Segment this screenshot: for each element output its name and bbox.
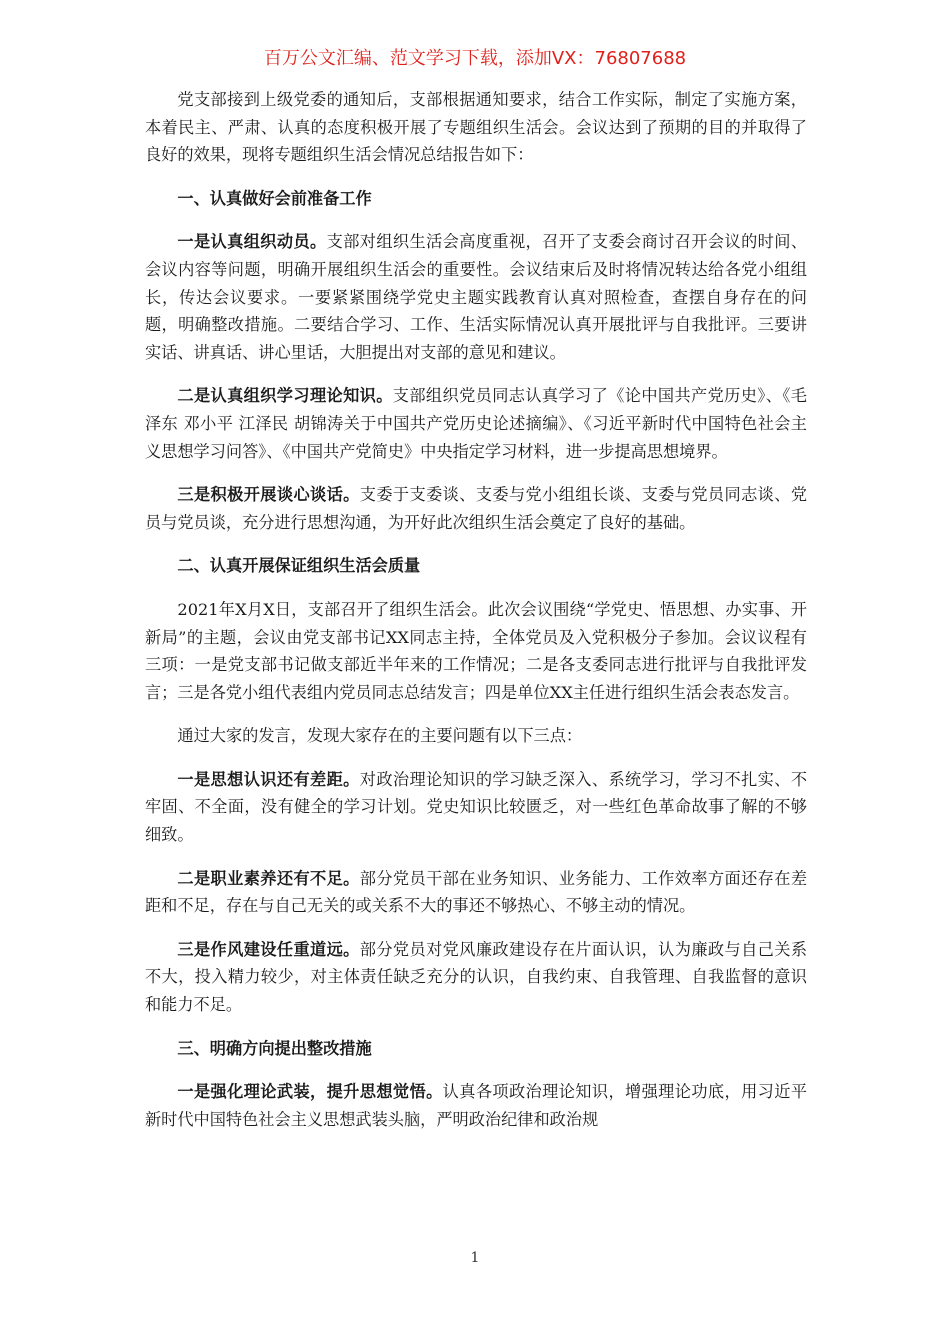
item-text: 部分党员对党风廉政建设存在片面认识，认为廉政与自己关系不大，投入精力较少，对主体责任缺乏充分的认识，自我约束、自我管理、自我监督的意识和能力不足。 xyxy=(145,939,808,1015)
item-text: 支部组织党员同志认真学习了《论中国共产党历史》、《毛泽东 邓小平 江泽民 胡锦涛关于中国共产党历史论述摘编》、《习近平新时代中国特色社会主义思想学习问答》、《中国共产党简史》中央指定学习材料，进一步提高思想境界。 xyxy=(145,386,807,461)
intro-paragraph: 党支部接到上级党委的通知后，支部根据通知要求，结合工作实际，制定了实施方案，本着民主、严肃、认真的态度积极开展了专题组织生活会。会议达到了预期的目的并取得了良好的效果，现将专题组织生活会情况总结报告如下： xyxy=(145,90,807,165)
section-2-paragraph-2: 通过大家的发言，发现大家存在的主要问题有以下三点： xyxy=(177,726,583,746)
item-lead: 一是认真组织动员。 xyxy=(177,232,327,252)
section-2-item-2 xyxy=(145,865,807,920)
section-2-item-1 xyxy=(145,766,807,849)
item-text: 支委于支委谈、支委与党小组组长谈、支委与党员同志谈、党员与党员谈，充分进行思想沟通，为开好此次组织生活会奠定了良好的基础。 xyxy=(145,485,808,532)
section-1-item-3 xyxy=(145,481,807,536)
section-2-heading: 二、认真开展保证组织生活会质量 xyxy=(177,556,421,576)
section-3-item-1 xyxy=(145,1078,807,1133)
item-lead: 二是职业素养还有不足。 xyxy=(177,868,360,888)
section-1-heading: 一、认真做好会前准备工作 xyxy=(177,188,372,208)
item-text: 部分党员干部在业务知识、业务能力、工作效率方面还存在差距和不足，存在与自己无关的或关系不大的事还不够热心、不够主动的情况。 xyxy=(145,868,808,916)
section-3-heading: 三、明确方向提出整改措施 xyxy=(177,1038,372,1058)
item-text: 支部对组织生活会高度重视，召开了支委会商讨召开会议的时间、会议内容等问题，明确开展组织生活会的重要性。会议结束后及时将情况转达给各党小组组长，传达会议要求。一要紧紧围绕学党史主题实践教育认真对照检查，查摆自身存在的问题，明确整改措施。二要结合学习、工作、生活实际情况认真开展批评与自我批评。三要讲实话、讲真话、讲心里话，大胆提出对支部的意见和建议。 xyxy=(145,232,808,362)
watermark-banner: 百万公文汇编、范文学习下载，添加VX：76807688 xyxy=(263,48,687,69)
section-2-item-3 xyxy=(145,936,807,1019)
item-text: 认真各项政治理论知识，增强理论功底，用习近平新时代中国特色社会主义思想武装头脑，严明政治纪律和政治规 xyxy=(145,1082,808,1129)
item-lead: 二是认真组织学习理论知识。 xyxy=(177,386,393,406)
document-body xyxy=(145,86,807,1149)
section-2-paragraph-1: 2021年X月X日，支部召开了组织生活会。此次会议围绕“学党史、悟思想、办实事、开新局”的主题，会议由党支部书记XX同志主持，全体党员及入党积极分子参加。会议议程有三项：一是党支部书记做支部近半年来的工作情况；二是各支委同志进行批评与自我批评发言；三是各党小组代表组内党员同志总结发言；四是单位XX主任进行组织生活会表态发言。 xyxy=(145,599,807,702)
section-1-item-2 xyxy=(145,382,807,465)
page-number: 1 xyxy=(470,1250,480,1266)
item-text: 对政治理论知识的学习缺乏深入、系统学习，学习不扎实、不牢固、不全面，没有健全的学习计划。党史知识比较匮乏，对一些红色革命故事了解的不够细致。 xyxy=(145,769,808,845)
item-lead: 三是积极开展谈心谈话。 xyxy=(177,485,360,505)
item-lead: 一是思想认识还有差距。 xyxy=(177,769,360,789)
section-1-item-1 xyxy=(145,228,807,366)
item-lead: 三是作风建设任重道远。 xyxy=(177,939,360,959)
item-lead: 一是强化理论武装，提升思想觉悟。 xyxy=(177,1082,443,1102)
